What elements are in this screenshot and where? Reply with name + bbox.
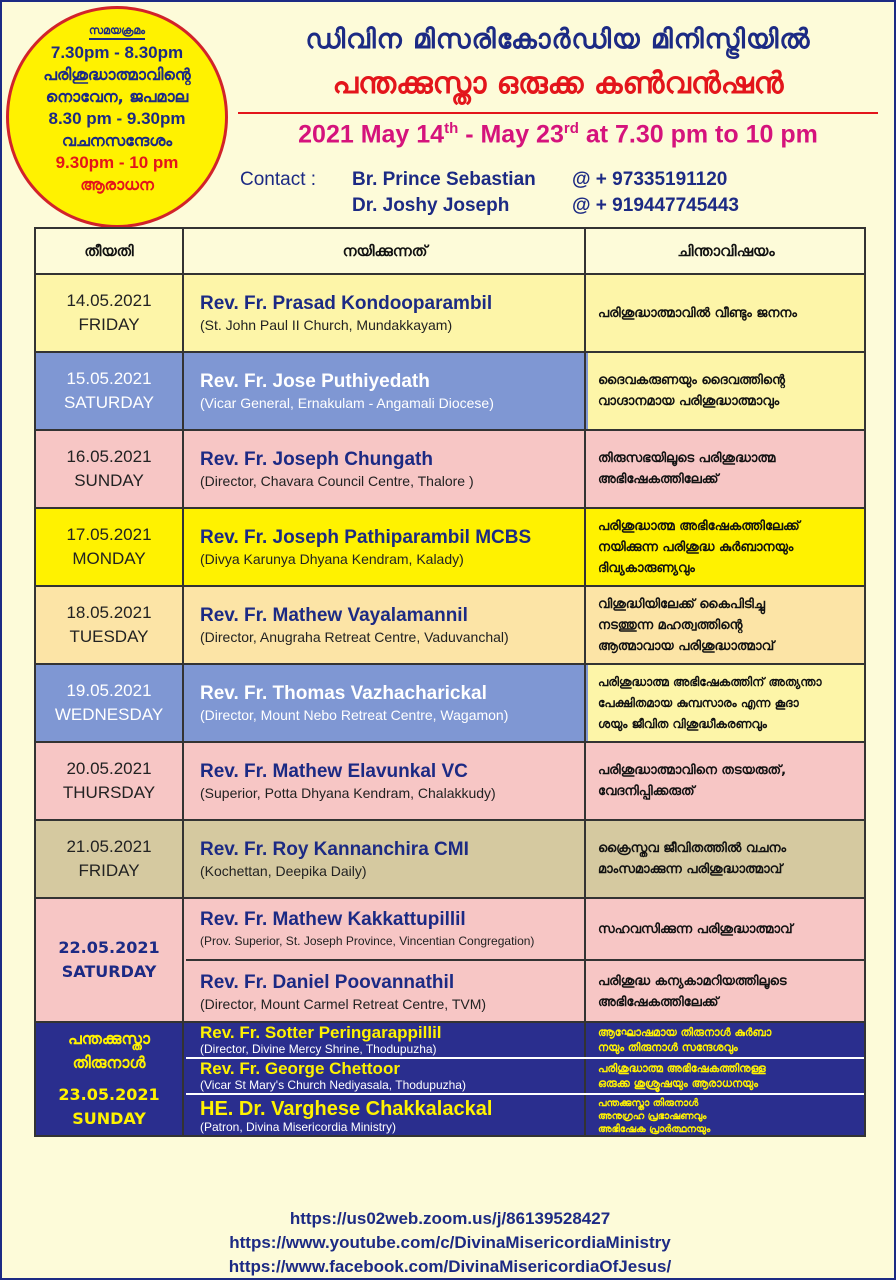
- event-title: പന്തക്കുസ്താ ഒരുക്ക കൺവൻഷൻ: [332, 66, 784, 101]
- programme-table: [34, 227, 866, 1137]
- theme-line: അഭിഷേകത്തിലേക്ക്: [598, 472, 719, 487]
- header-date-cell: തീയതി: [36, 229, 184, 273]
- theme-line: ശയും ജീവിത വിശുദ്ധീകരണവും: [598, 716, 767, 731]
- leader-role: (Kochettan, Deepika Daily): [200, 863, 367, 879]
- theme-line: ദൈവകരുണയും ദൈവത്തിന്റെ: [598, 373, 785, 388]
- event-dates: 2021 May 14th - May 23rd at 7.30 pm to 10 pm: [298, 120, 818, 149]
- row-date: 17.05.2021: [66, 525, 152, 544]
- theme-line: പരിശുദ്ധാത്മ അഭിഷേകത്തിന് അത്യന്താ: [598, 674, 822, 689]
- ministry-title: ഡിവിന മിസരികോർഡിയ മിനിസ്ട്രിയിൽ: [305, 24, 811, 55]
- theme-line: പരിശുദ്ധാത്മാവിനെ തടയരുത്,: [598, 763, 787, 778]
- table-row-group-22: [36, 897, 864, 1021]
- contact2-name: Dr. Joshy Joseph: [352, 195, 510, 216]
- theme-line: പരിശുദ്ധാത്മാവിൽ വീണ്ടും ജനനം: [598, 305, 797, 321]
- table-row: [36, 273, 864, 351]
- feast-line2: തിരുനാൾ: [72, 1053, 146, 1072]
- row-day: SUNDAY: [72, 1109, 146, 1128]
- leader-role: (Prov. Superior, St. Joseph Province, Vincentian Congregation): [200, 934, 535, 948]
- table-row: [36, 351, 864, 429]
- theme-line: സഹവസിക്കുന്ന പരിശുദ്ധാത്മാവ്: [598, 921, 793, 937]
- leader-name: Rev. Fr. Daniel Poovannathil: [200, 972, 455, 993]
- leader-name: Rev. Fr. Thomas Vazhacharickal: [200, 683, 487, 704]
- row-day: TUESDAY: [69, 627, 149, 646]
- row-date: 16.05.2021: [66, 447, 152, 466]
- slot1-activity-line2: നൊവേന, ജപമാല: [45, 87, 189, 106]
- schedule-label: സമയക്രമം: [89, 24, 145, 40]
- leader-name: Rev. Fr. Joseph Pathiparambil MCBS: [200, 527, 532, 548]
- leader-name: Rev. Fr. Mathew Elavunkal VC: [200, 761, 468, 782]
- table-row-group-23: [36, 1021, 864, 1135]
- leader-role: (St. John Paul II Church, Mundakkayam): [200, 317, 453, 333]
- leader-name: Rev. Fr. Prasad Kondooparambil: [200, 293, 493, 314]
- leader-name: Rev. Fr. Jose Puthiyedath: [200, 371, 430, 392]
- theme-line: ആഘോഷമായ തിരുനാൾ കുർബാ: [598, 1026, 772, 1039]
- theme-line: ആത്മാവായ പരിശുദ്ധാത്മാവ്: [598, 638, 775, 654]
- youtube-link[interactable]: https://www.youtube.com/c/DivinaMisericordiaMinistry: [229, 1233, 671, 1252]
- theme-line: പരിശുദ്ധ കന്യകാമറിയത്തിലൂടെ: [598, 974, 787, 989]
- theme-line: അഭിഷേകത്തിലേക്ക്: [598, 995, 719, 1010]
- theme-line: നടത്തുന്ന മഹത്വത്തിന്റെ: [598, 617, 743, 633]
- leader-role: (Superior, Potta Dhyana Kendram, Chalakkudy): [200, 785, 496, 801]
- leader-role: (Director, Mount Nebo Retreat Centre, Wagamon): [200, 707, 509, 723]
- row-day: SATURDAY: [63, 393, 155, 412]
- leader-name: HE. Dr. Varghese Chakkalackal: [200, 1097, 493, 1120]
- leader-name: Rev. Fr. Joseph Chungath: [200, 449, 433, 470]
- row-date: 23.05.2021: [58, 1085, 160, 1104]
- theme-line: മാംസമാക്കുന്ന പരിശുദ്ധാത്മാവ്: [598, 862, 783, 877]
- header-divider: [238, 112, 878, 114]
- row-day: MONDAY: [72, 549, 146, 568]
- row-day: SATURDAY: [61, 962, 157, 981]
- table-row: [36, 429, 864, 507]
- leader-role: (Vicar St Mary's Church Nediyasala, Thodupuzha): [200, 1078, 466, 1092]
- row-day: SUNDAY: [74, 471, 144, 490]
- table-row: [36, 741, 864, 819]
- row-day: WEDNESDAY: [54, 705, 164, 724]
- slot1-activity-line1: പരിശുദ്ധാത്മാവിന്റെ: [43, 65, 191, 84]
- theme-line: വേദനിപ്പിക്കരുത്: [598, 784, 695, 799]
- theme-line: പന്തക്കുസ്താ തിരുനാൾ: [598, 1097, 699, 1109]
- feast-line1: പന്തക്കുസ്താ: [67, 1029, 151, 1048]
- row-date: 20.05.2021: [66, 759, 152, 778]
- slot3-time: 9.30pm - 10 pm: [55, 153, 179, 172]
- theme-line: തിരുസഭയിലൂടെ പരിശുദ്ധാത്മ: [598, 451, 776, 466]
- row-day: FRIDAY: [78, 861, 140, 880]
- row-date: 15.05.2021: [66, 369, 152, 388]
- theme-line: പരിശുദ്ധാത്മ അഭിഷേകത്തിനുള്ള: [598, 1062, 766, 1075]
- row-date: 22.05.2021: [58, 938, 160, 957]
- leader-name: Rev. Fr. Mathew Vayalamannil: [200, 605, 468, 626]
- contact-label: Contact :: [240, 169, 317, 190]
- leader-role: (Director, Divine Mercy Shrine, Thodupuzha): [200, 1042, 437, 1056]
- row-date: 21.05.2021: [66, 837, 152, 856]
- slot2-time: 8.30 pm - 9.30pm: [48, 109, 186, 128]
- table-row: [36, 663, 864, 741]
- row-date: 18.05.2021: [66, 603, 152, 622]
- leader-role: (Divya Karunya Dhyana Kendram, Kalady): [200, 551, 464, 567]
- theme-line: വിശുദ്ധിയിലേക്ക് കൈപിടിച്ചു: [598, 596, 765, 612]
- slot1-time: 7.30pm - 8.30pm: [50, 43, 184, 62]
- row-date: 14.05.2021: [66, 291, 152, 310]
- leader-role: (Director, Mount Carmel Retreat Centre, TVM): [200, 996, 487, 1012]
- header-leader-cell: നയിക്കുന്നത്: [186, 229, 586, 273]
- leader-name: Rev. Fr. George Chettoor: [200, 1059, 400, 1078]
- leader-role: (Vicar General, Ernakulam - Angamali Diocese): [200, 395, 494, 411]
- contact1-phone: @ + 97335191120: [572, 169, 728, 190]
- links-block: [2, 1207, 896, 1279]
- theme-line: വാഗ്ദാനമായ പരിശുദ്ധാത്മാവും: [598, 394, 780, 409]
- table-row: [36, 507, 864, 585]
- theme-line: പേക്ഷിതമായ കുമ്പസാരം എന്ന കൂദാ: [598, 695, 799, 710]
- theme-line: അഭിഷേക പ്രാർത്ഥനയും: [598, 1123, 711, 1135]
- row-day: THURSDAY: [62, 783, 156, 802]
- row-date: 19.05.2021: [66, 681, 152, 700]
- zoom-link[interactable]: https://us02web.zoom.us/j/86139528427: [289, 1209, 611, 1228]
- table-row: [36, 585, 864, 663]
- theme-line: ഒരുക്ക ശുശ്രൂഷയും ആരാധനയും: [598, 1077, 759, 1090]
- leader-role: (Patron, Divina Misericordia Ministry): [200, 1119, 397, 1134]
- leader-name: Rev. Fr. Sotter Peringarappillil: [200, 1023, 442, 1042]
- leader-role: (Director, Anugraha Retreat Centre, Vaduvanchal): [200, 629, 509, 645]
- theme-line: അനുഗ്രഹ പ്രഭാഷണവും: [598, 1110, 707, 1122]
- theme-line: ക്രൈസ്തവ ജീവിതത്തിൽ വചനം: [598, 841, 787, 856]
- header-theme-cell: ചിന്താവിഷയം: [677, 242, 775, 260]
- facebook-link[interactable]: https://www.facebook.com/DivinaMisericordiaOfJesus/: [228, 1257, 672, 1276]
- contact2-phone: @ + 919447745443: [572, 195, 739, 216]
- theme-line: പരിശുദ്ധാത്മ അഭിഷേകത്തിലേക്ക്: [598, 518, 800, 534]
- slot3-activity: ആരാധന: [80, 175, 154, 194]
- schedule-circle: [6, 6, 228, 228]
- contact1-name: Br. Prince Sebastian: [352, 169, 536, 190]
- leader-name: Rev. Fr. Roy Kannanchira CMI: [200, 839, 469, 860]
- theme-line: ദിവ്യകാരുണ്യവും: [598, 560, 695, 576]
- theme-line: നയും തിരുനാൾ സന്ദേശവും: [598, 1041, 738, 1054]
- table-row: [36, 819, 864, 897]
- leader-name: Rev. Fr. Mathew Kakkattupillil: [200, 909, 466, 930]
- leader-role: (Director, Chavara Council Centre, Thalore ): [200, 473, 474, 489]
- theme-line: നയിക്കുന്ന പരിശുദ്ധ കുർബാനയും: [598, 539, 794, 555]
- slot2-activity: വചനസന്ദേശം: [61, 131, 173, 150]
- row-day: FRIDAY: [78, 315, 140, 334]
- table-header-row: [36, 229, 864, 273]
